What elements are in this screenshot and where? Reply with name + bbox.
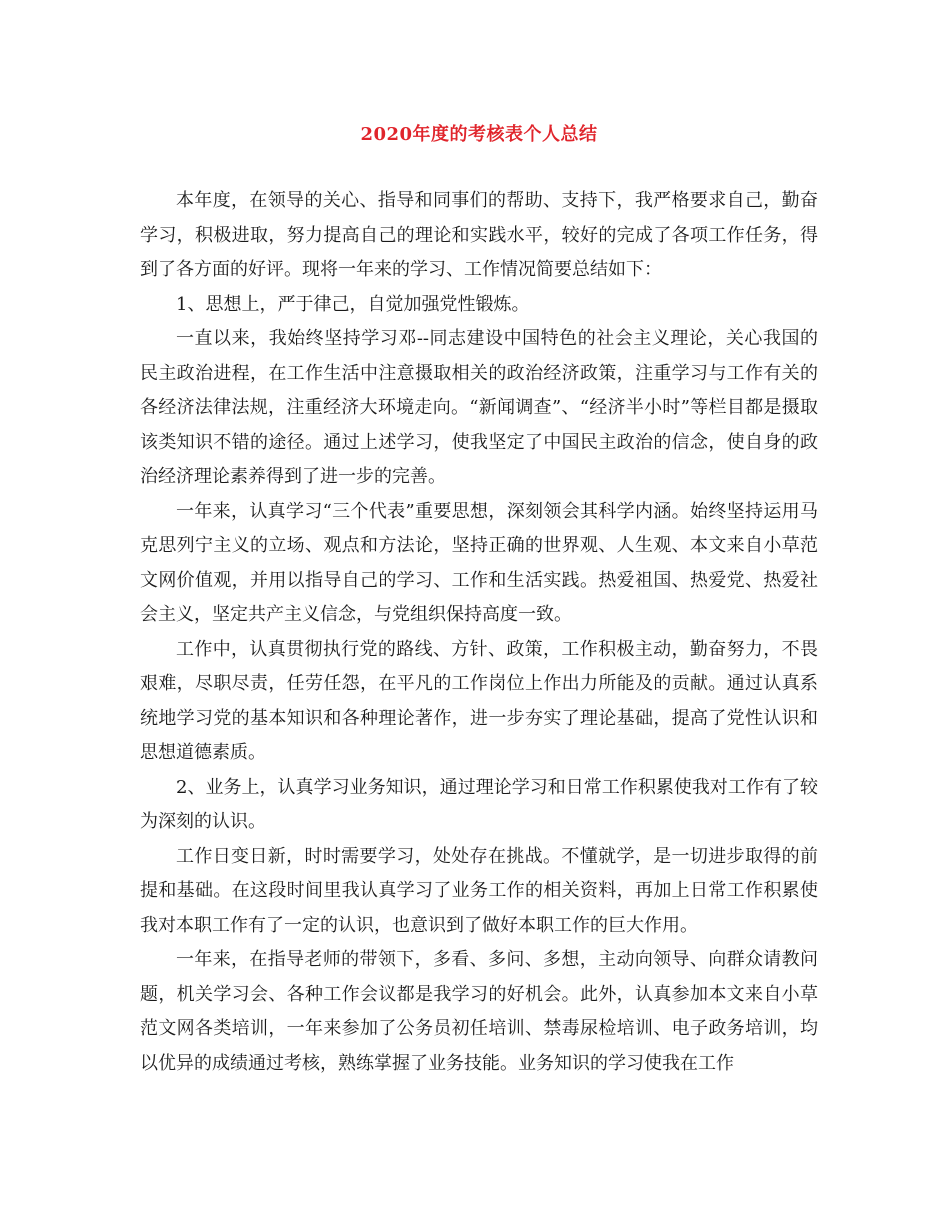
document-title: 2020年度的考核表个人总结 (360, 124, 598, 145)
paragraph-section-1-heading: 1、思想上，严于律己，自觉加强党性锻炼。 (176, 293, 530, 315)
paragraph-intro: 本年度，在领导的关心、指导和同事们的帮助、支持下，我严格要求自己，勤奋学习，积极进取，努力提高自己的理论和实践水平，较好的完成了各项工作任务，得到了各方面的好评。现将一年来的学习、工作情况简要总结如下： (140, 190, 818, 280)
paragraph-three-represents: 一年来，认真学习“三个代表”重要思想，深刻领会其科学内涵。始终坚持运用马克思列宁主义的立场、观点和方法论，坚持正确的世界观、人生观、本文来自小草范文网价值观，并用以指导自己的学习、工作和生活实践。热爱祖国、热爱党、热爱社会主义，坚定共产主义信念，与党组织保持高度一致。 (140, 500, 818, 625)
paragraph-work-attitude: 工作中，认真贯彻执行党的路线、方针、政策，工作积极主动，勤奋努力，不畏艰难，尽职尽责，任劳任怨，在平凡的工作岗位上作出力所能及的贡献。通过认真系统地学习党的基本知识和各种理论著作，进一步夯实了理论基础，提高了党性认识和思想道德素质。 (140, 638, 818, 763)
paragraph-section-2-heading: 2、业务上，认真学习业务知识，通过理论学习和日常工作积累使我对工作有了较为深刻的认识。 (140, 776, 818, 832)
paragraph-daily-learning: 工作日变日新，时时需要学习，处处存在挑战。不懂就学，是一切进步取得的前提和基础。在这段时间里我认真学习了业务工作的相关资料，再加上日常工作积累使我对本职工作有了一定的认识，也意识到了做好本职工作的巨大作用。 (140, 845, 818, 936)
paragraph-training: 一年来，在指导老师的带领下，多看、多问、多想，主动向领导、向群众请教问题，机关学习会、各种工作会议都是我学习的好机会。此外，认真参加本文来自小草范文网各类培训，一年来参加了公务员初任培训、禁毒尿检培训、电子政务培训，均以优异的成绩通过考核，熟练掌握了业务技能。业务知识的学习使我在工作 (140, 949, 818, 1074)
paragraph-theory-study: 一直以来，我始终坚持学习邓--同志建设中国特色的社会主义理论，关心我国的民主政治进程，在工作生活中注意摄取相关的政治经济政策，注重学习与工作有关的各经济法律法规，注重经济大环境走向。“新闻调查”、“经济半小时”等栏目都是摄取该类知识不错的途径。通过上述学习，使我坚定了中国民主政治的信念，使自身的政治经济理论素养得到了进一步的完善。 (140, 328, 818, 487)
